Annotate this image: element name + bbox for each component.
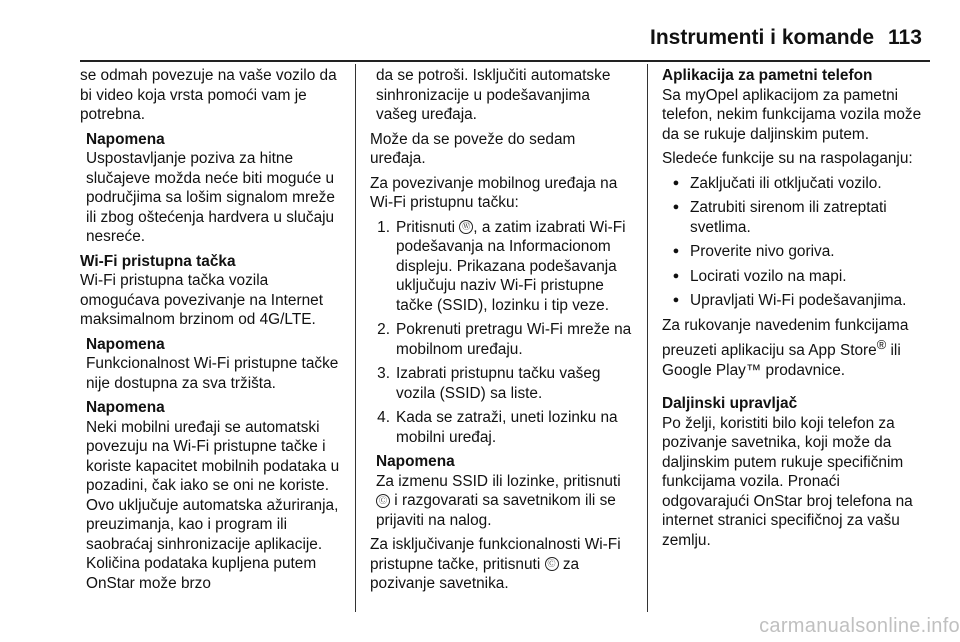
bullet-icon: ● <box>672 176 680 189</box>
paragraph-download <box>662 316 930 381</box>
note-emergency <box>80 130 342 247</box>
note-text <box>376 472 635 531</box>
list-item <box>370 408 635 447</box>
bullet-text: Zaključati ili otključati vozilo. <box>690 174 882 192</box>
bullet-icon: ● <box>672 201 680 213</box>
list-item <box>662 242 930 262</box>
registered-mark: ® <box>876 337 887 352</box>
note-text: Funkcionalnost Wi-Fi pristupne tačke nije dostupna za sva tržišta. <box>86 355 339 392</box>
list-item <box>662 291 930 311</box>
note-text-start: Za izmenu SSID ili lozinke, pritisnuti <box>376 472 621 490</box>
section-heading-wifi: Wi-Fi pristupna tačka <box>80 252 236 270</box>
wifi-button-icon: Ⓦ <box>459 220 473 234</box>
paragraph-disable <box>370 535 635 594</box>
note-continued <box>370 66 635 125</box>
page-header <box>0 0 960 58</box>
bullet-text: Locirati vozilo na mapi. <box>690 267 847 285</box>
list-item <box>370 218 635 316</box>
bullet-icon: ● <box>672 269 680 282</box>
note-ssid <box>370 452 635 530</box>
paragraph-remote: Po želji, koristiti bilo koji telefon za pozivanje savetnika, koji može da daljinskim putem rukuje specifičnim funkcijama vozila. Pronaći odgovarajući OnStar broj telefona na internet stranici specifičnoj za vašu zemlju. <box>662 414 913 549</box>
step-number: 2. <box>377 321 390 338</box>
note-text: Uspostavljanje poziva za hitne slučajeve možda neće biti moguće u područjima sa lošim signalom mreže ili zbog oštećenja hardvera u slučaju nesreće. <box>86 150 335 245</box>
bullet-text: Upravljati Wi-Fi podešavanjima. <box>690 292 907 309</box>
onstar-button-icon: Ⓒ <box>545 557 559 571</box>
bullet-text: Zatrubiti sirenom ili zatreptati svetlima. <box>690 199 887 236</box>
paragraph-end: ili Google Play™ prodavnice. <box>662 342 901 379</box>
step-text <box>396 218 635 316</box>
column-divider-1 <box>355 64 356 612</box>
step-text: Izabrati pristupnu tačku vašeg vozila (SSID) sa liste. <box>396 365 601 402</box>
paragraph-app: Sa myOpel aplikacijom za pametni telefon, nekim funkcijama vozila može da se rukuje daljinskim putem. <box>662 86 922 143</box>
section-heading-remote: Daljinski upravljač <box>662 395 798 413</box>
list-item <box>662 267 930 287</box>
page-title: Instrumenti i komande <box>650 26 875 49</box>
paragraph-wifi: Wi-Fi pristupna tačka vozila omogućava povezivanje na Internet maksimalnom brzinom od 4G/LTE. <box>80 272 323 328</box>
paragraph-end: za pozivanje savetnika. <box>370 555 580 592</box>
step-text: Kada se zatraži, uneti lozinku na mobilni uređaj. <box>396 409 618 446</box>
bullet-icon: ● <box>672 294 680 306</box>
page-number: 113 <box>888 26 922 49</box>
step-number: 1. <box>377 218 390 236</box>
note-heading: Napomena <box>86 335 165 353</box>
note-data-usage <box>80 398 342 593</box>
step-number: 4. <box>377 409 390 426</box>
list-item <box>370 320 635 359</box>
onstar-button-icon: Ⓒ <box>376 494 390 508</box>
paragraph-connect: Za povezivanje mobilnog uređaja na Wi-Fi pristupnu tačku: <box>370 174 618 211</box>
paragraph-intro: se odmah povezuje na vaše vozilo da bi video koja vrsta pomoći vam je potrebna. <box>80 67 337 123</box>
note-heading: Napomena <box>86 130 165 148</box>
note-heading: Napomena <box>86 399 165 416</box>
bullet-icon: ● <box>672 245 680 257</box>
column-3 <box>662 66 930 555</box>
steps-list <box>370 218 635 448</box>
note-availability <box>80 335 342 394</box>
list-item <box>370 364 635 403</box>
step-text-start: Pritisnuti <box>396 218 456 236</box>
note-heading: Napomena <box>376 453 455 470</box>
column-2 <box>370 66 635 599</box>
section-heading-app: Aplikacija za pametni telefon <box>662 67 873 84</box>
note-text-end: i razgovarati sa savetnikom ili se prijaviti na nalog. <box>376 492 616 529</box>
list-item <box>662 198 930 237</box>
column-divider-2 <box>647 64 648 612</box>
paragraph-devices: Može da se poveže do sedam uređaja. <box>370 130 576 167</box>
functions-list <box>662 174 930 311</box>
step-text-end: , a zatim izabrati Wi-Fi podešavanja na Informacionom displeju. Prikazana podešavanja uključuju naziv Wi-Fi pristupne tačke (SSID), lozinku i tip veze. <box>396 218 626 314</box>
step-text: Pokrenuti pretragu Wi-Fi mreže na mobilnom uređaju. <box>396 321 632 358</box>
step-number: 3. <box>377 365 390 382</box>
watermark: carmanualsonline.info <box>759 614 960 637</box>
bullet-text: Proverite nivo goriva. <box>690 243 835 260</box>
header-rule <box>80 60 930 62</box>
list-item <box>662 174 930 194</box>
note-text: da se potroši. Isključiti automatske sinhronizacije u podešavanjima vašeg uređaja. <box>376 67 611 123</box>
paragraph-start: Za rukovanje navedenim funkcijama preuzeti aplikaciju sa App Store <box>662 316 909 360</box>
paragraph-functions: Sledeće funkcije su na raspolaganju: <box>662 150 913 167</box>
column-1 <box>80 66 342 598</box>
paragraph-start: Za isključivanje funkcionalnosti Wi-Fi pristupne tačke, pritisnuti <box>370 536 621 573</box>
note-text: Neki mobilni uređaji se automatski povezuju na Wi-Fi pristupne tačke i koriste kapacitet mobilnih podataka u pozadini, čak iako se oni ne koriste. Ovo uključuje automatska ažuriranja, preuzimanja, kao i program ili saobraćaj sinhronizacije aplikacije. Količina podataka kupljena putem OnStar može brzo <box>86 418 340 592</box>
